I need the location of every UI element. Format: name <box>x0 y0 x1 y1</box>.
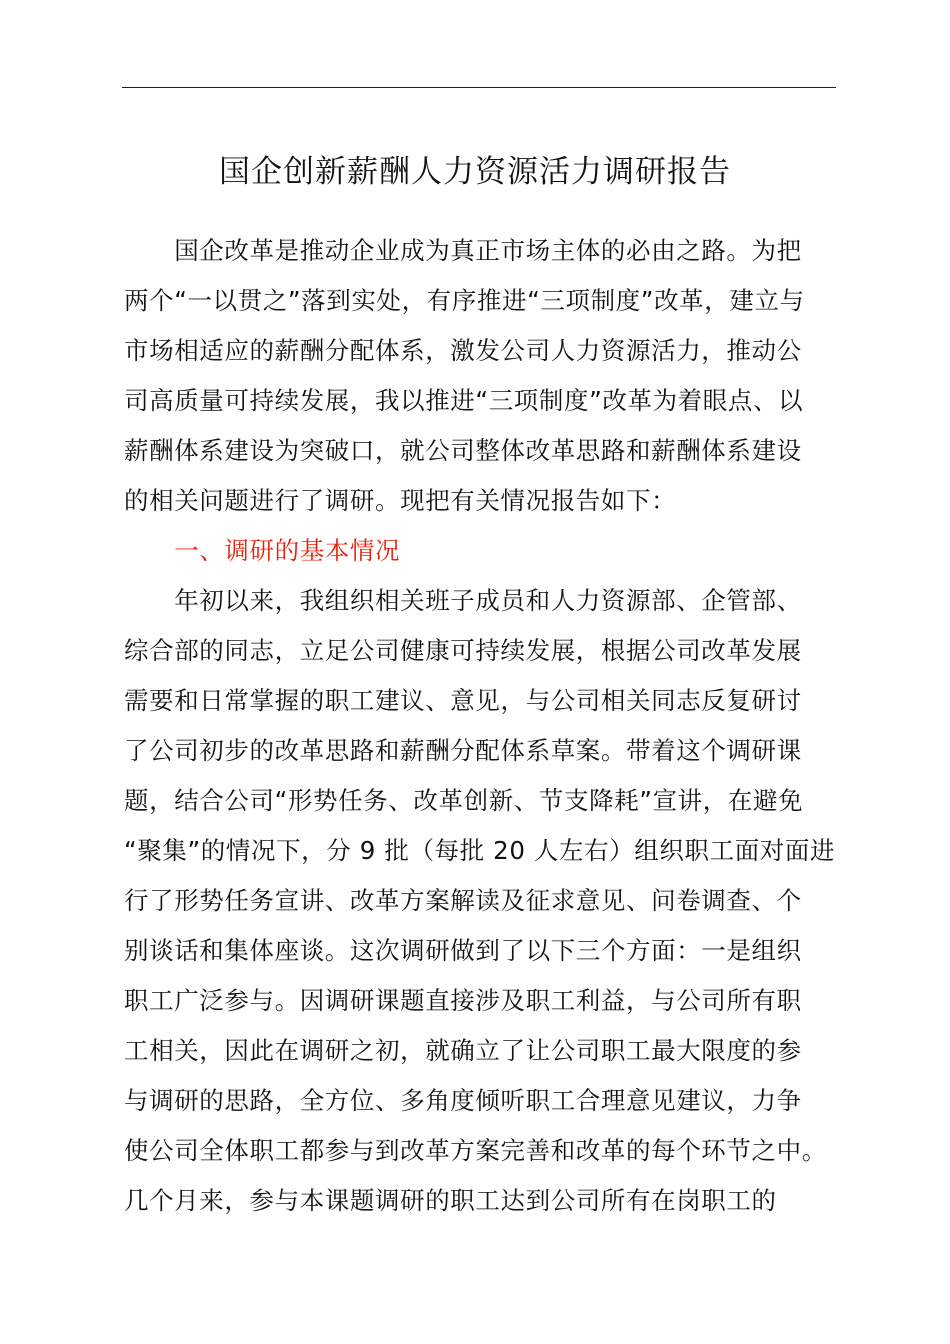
body-line: 几个月来，参与本课题调研的职工达到公司所有在岗职工的 <box>124 1186 777 1215</box>
body-line: 行了形势任务宣讲、改革方案解读及征求意见、问卷调查、个 <box>124 886 802 915</box>
section-heading: 一、调研的基本情况 <box>124 536 401 565</box>
body-line: 薪酬体系建设为突破口，就公司整体改革思路和薪酬体系建设 <box>124 436 802 465</box>
body-line: 职工广泛参与。因调研课题直接涉及职工利益，与公司所有职 <box>124 986 802 1015</box>
body-line: 综合部的同志，立足公司健康可持续发展，根据公司改革发展 <box>124 636 802 665</box>
body-line: 年初以来，我组织相关班子成员和人力资源部、企管部、 <box>124 586 802 615</box>
body-line: 司高质量可持续发展，我以推进“三项制度”改革为着眼点、以 <box>124 386 804 415</box>
body-line: 工相关，因此在调研之初，就确立了让公司职工最大限度的参 <box>124 1036 802 1065</box>
document-body <box>124 226 844 1226</box>
body-line: “聚集”的情况下，分 9 批（每批 20 人左右）组织职工面对面进 <box>124 836 836 865</box>
document-title: 国企创新薪酬人力资源活力调研报告 <box>219 154 731 190</box>
body-line: 别谈话和集体座谈。这次调研做到了以下三个方面：一是组织 <box>124 936 802 965</box>
body-line: 了公司初步的改革思路和薪酬分配体系草案。带着这个调研课 <box>124 736 802 765</box>
body-line: 需要和日常掌握的职工建议、意见，与公司相关同志反复研讨 <box>124 686 802 715</box>
body-line: 国企改革是推动企业成为真正市场主体的必由之路。为把 <box>124 236 802 265</box>
body-line: 的相关问题进行了调研。现把有关情况报告如下： <box>124 486 677 515</box>
body-line: 题，结合公司“形势任务、改革创新、节支降耗”宣讲，在避免 <box>124 786 804 815</box>
body-line: 与调研的思路，全方位、多角度倾听职工合理意见建议，力争 <box>124 1086 802 1115</box>
body-line: 两个“一以贯之”落到实处，有序推进“三项制度”改革，建立与 <box>124 286 805 315</box>
body-line: 使公司全体职工都参与到改革方案完善和改革的每个环节之中。 <box>124 1136 827 1165</box>
body-line: 市场相适应的薪酬分配体系，激发公司人力资源活力，推动公 <box>124 336 802 365</box>
header-rule <box>122 87 836 88</box>
